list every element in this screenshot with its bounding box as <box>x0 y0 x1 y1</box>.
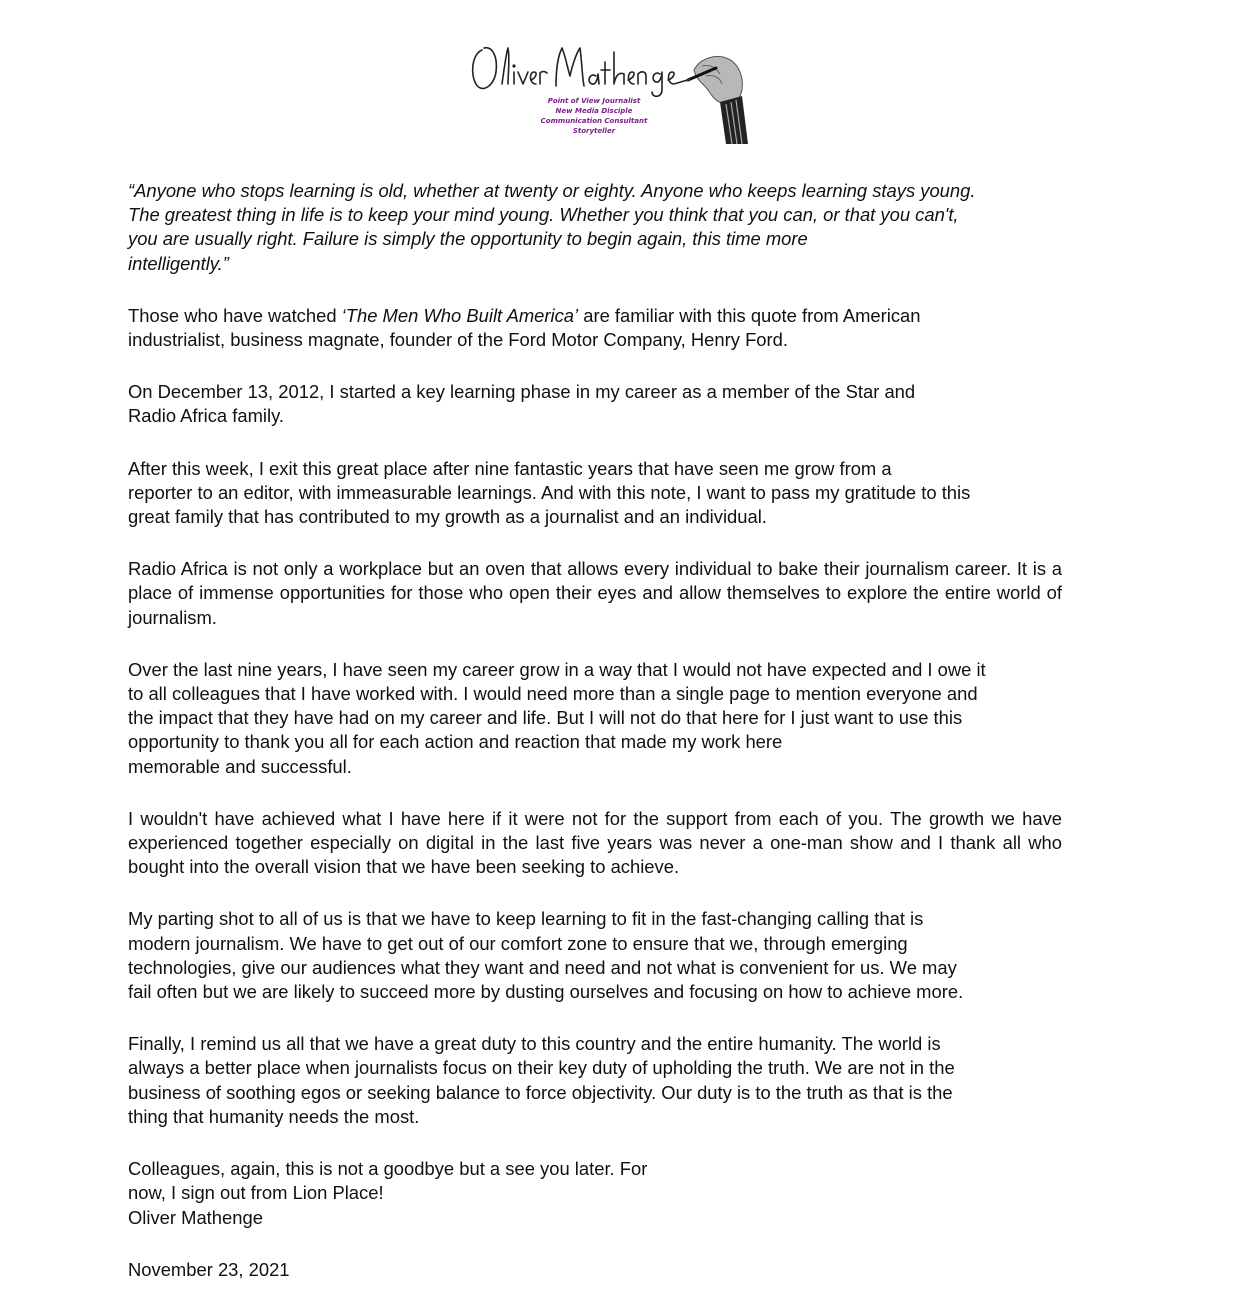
paragraph-line: to all colleagues that I have worked with. I would need more than a single page to mention everyone and <box>128 683 978 705</box>
support-paragraph: I wouldn't have achieved what I have here if it were not for the support from each of you. The growth we have experienced together especially on digital in the last five years was never a one-man show and I thank all who bought into the overall vision that we have been seeking to achieve. <box>128 807 1062 878</box>
paragraph-line: technologies, give our audiences what they want and need and not what is convenient for us. We may <box>128 956 957 978</box>
signature-name: Oliver Mathenge <box>128 1206 263 1228</box>
paragraph-line: After this week, I exit this great place after nine fantastic years that have seen me grow from a <box>128 457 892 479</box>
oven-paragraph: Radio Africa is not only a workplace but an oven that allows every individual to bake their journalism career. It is a place of immense opportunities for those who open their eyes and allow themselves to explore the entire world of journalism. <box>128 558 1062 628</box>
quote-line: you are usually right. Failure is simply the opportunity to begin again, this time more <box>128 228 808 250</box>
quote-line: “Anyone who stops learning is old, whether at twenty or eighty. Anyone who keeps learning stays young. <box>128 180 976 201</box>
closing-line: now, I sign out from Lion Place! <box>128 1182 384 1204</box>
exit-paragraph <box>128 457 1062 530</box>
paragraph-line: Radio Africa family. <box>128 405 285 427</box>
paragraph-line: fail often but we are likely to succeed more by dusting ourselves and focusing on how to achieve more. <box>128 981 964 1003</box>
letterhead <box>468 40 750 146</box>
tagline-line: Storyteller <box>572 127 616 135</box>
paragraph-line: On December 13, 2012, I started a key learning phase in my career as a member of the Star and <box>128 381 916 403</box>
duty-paragraph <box>128 1032 1062 1129</box>
intro-text: Those who have watched <box>128 304 342 326</box>
letter-date: November 23, 2021 <box>128 1258 290 1280</box>
quote-line: intelligently.” <box>128 252 229 274</box>
paragraph-line: opportunity to thank you all for each action and reaction that made my work here <box>128 731 783 753</box>
intro-paragraph <box>128 304 1062 352</box>
paragraph-line: always a better place when journalists focus on their key duty of upholding the truth. We are not in the <box>128 1057 955 1079</box>
paragraph-line: Over the last nine years, I have seen my career grow in a way that I would not have expected and I owe it <box>128 658 986 680</box>
paragraph-line: thing that humanity needs the most. <box>128 1105 420 1127</box>
tagline-line: Point of View Journalist <box>547 97 641 105</box>
quote-line: The greatest thing in life is to keep your mind young. Whether you think that you can, or that you can't, <box>128 204 959 226</box>
paragraph-line: great family that has contributed to my growth as a journalist and an individual. <box>128 506 767 528</box>
hand-holding-pen-icon <box>686 52 748 144</box>
closing-paragraph <box>128 1157 1062 1230</box>
henry-ford-quote <box>128 179 1062 276</box>
tagline-line: New Media Disciple <box>555 107 633 115</box>
intro-line: industrialist, business magnate, founder of the Ford Motor Company, Henry Ford. <box>128 329 788 351</box>
paragraph-line: business of soothing egos or seeking balance to force objectivity. Our duty is to the truth as that is the <box>128 1081 953 1103</box>
letter-body <box>128 179 1062 1310</box>
tagline-line: Communication Consultant <box>540 117 648 125</box>
nine-years-paragraph <box>128 658 1062 779</box>
show-title: ‘The Men Who Built America’ <box>341 304 579 326</box>
paragraph-line: Finally, I remind us all that we have a great duty to this country and the entire humanity. The world is <box>128 1033 941 1055</box>
parting-paragraph <box>128 907 1062 1004</box>
paragraph-line: reporter to an editor, with immeasurable learnings. And with this note, I want to pass my gratitude to this <box>128 481 971 503</box>
start-paragraph <box>128 380 1062 428</box>
letterhead-tagline <box>494 96 694 136</box>
paragraph-line: the impact that they have had on my career and life. But I will not do that here for I just want to use this <box>128 707 963 729</box>
closing-line: Colleagues, again, this is not a goodbye but a see you later. For <box>128 1158 648 1180</box>
intro-text: are familiar with this quote from American <box>578 304 921 326</box>
oliver-mathenge-logo-signature <box>468 40 698 98</box>
paragraph-line: My parting shot to all of us is that we have to keep learning to fit in the fast-changing calling that is <box>128 908 924 930</box>
paragraph-line: memorable and successful. <box>128 755 352 777</box>
paragraph-line: modern journalism. We have to get out of our comfort zone to ensure that we, through emerging <box>128 932 908 954</box>
